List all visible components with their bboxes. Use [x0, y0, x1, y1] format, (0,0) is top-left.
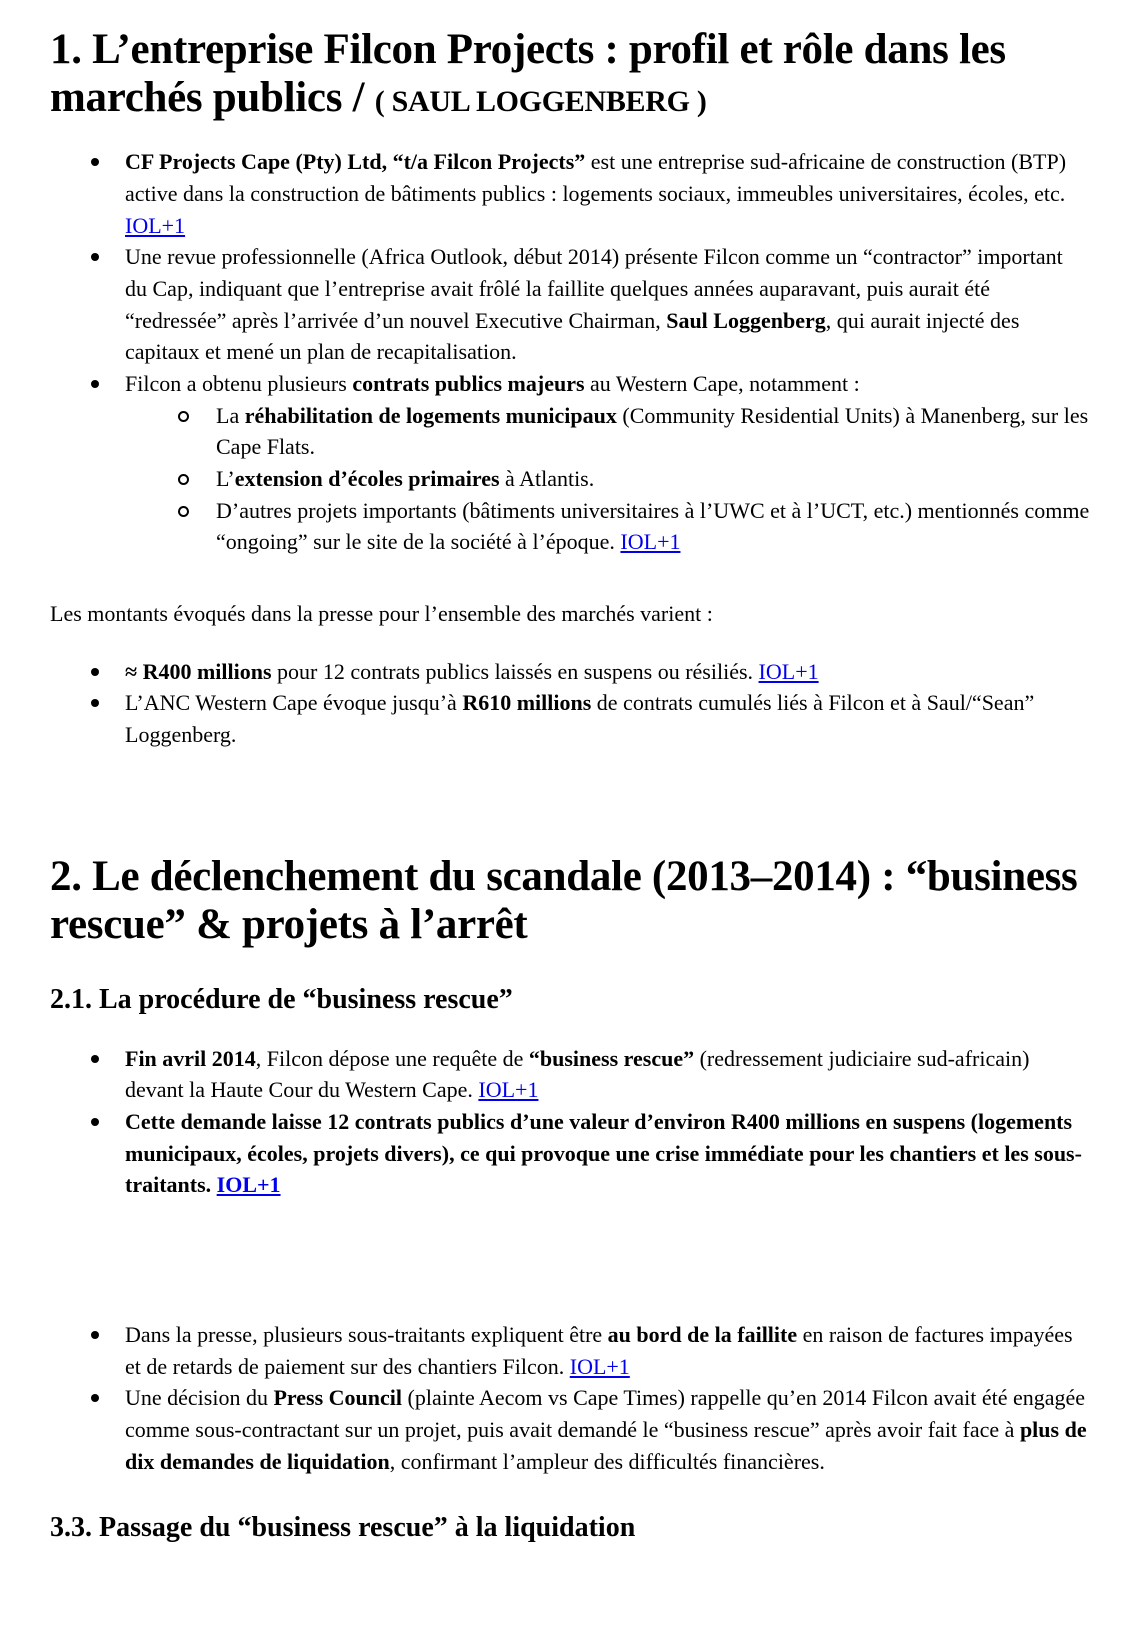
bold-text: Fin avril 2014 — [125, 1045, 256, 1071]
text-run: est une entreprise sud-africaine de construction (BTP) active dans la construction de bâtiments publics : logements sociaux, immeubles universitaires, écoles, etc. — [125, 149, 1067, 206]
amounts-list — [50, 656, 1090, 751]
text-run: à Atlantis. — [499, 466, 595, 492]
bold-text: contrats publics majeurs — [352, 371, 585, 397]
sub-list-item — [216, 400, 1090, 463]
bold-text: Cette demande laisse 12 contrats publics d’une valeur d’environ R400 millions en suspens (logements municipaux, écoles, projets divers), ce qui provoque une crise immédiate pour les chantiers et les sous-traitants. — [125, 1108, 1082, 1198]
vertical-gap — [50, 1201, 1090, 1319]
document — [50, 26, 1090, 1545]
list-item — [125, 241, 1090, 368]
bold-text: “business rescue” — [528, 1045, 695, 1071]
text-run: Filcon a obtenu plusieurs — [125, 371, 353, 397]
section-1-heading — [50, 26, 1090, 122]
bold-text: ≈ R400 millions — [125, 658, 272, 684]
citation-link[interactable]: IOL+1 — [478, 1077, 539, 1103]
text-run: ( SAUL LOGGENBERG ) — [374, 85, 707, 119]
text-run: au Western Cape, notamment : — [584, 371, 860, 397]
bold-text: CF Projects Cape (Pty) Ltd, “t/a Filcon Projects” — [125, 149, 586, 175]
text-run: D’autres projets importants (bâtiments universitaires à l’UWC et à l’UCT, etc.) mentionnés comme “ongoing” sur le site de la société à l’époque. — [216, 497, 1090, 555]
list-item — [125, 368, 1090, 558]
sub-list-item — [216, 495, 1090, 558]
text-run: Une décision du — [125, 1385, 274, 1411]
text-run: 2. Le déclenchement du scandale (2013–2014) : “business rescue” & projets à l’arrêt — [50, 852, 1078, 948]
text-run: 2.1. La procédure de “business rescue” — [50, 984, 513, 1016]
bold-text: extension d’écoles primaires — [234, 466, 500, 492]
citation-link[interactable]: IOL+1 — [216, 1172, 281, 1198]
bold-text: Press Council — [273, 1385, 403, 1411]
amounts-intro-paragraph — [50, 598, 1090, 630]
text-run: Les montants évoqués dans la presse pour l’ensemble des marchés varient : — [50, 601, 713, 627]
citation-link[interactable]: IOL+1 — [758, 658, 819, 684]
text-run: , confirmant l’ampleur des difficultés financières. — [389, 1448, 825, 1474]
bold-text: R610 millions — [462, 690, 592, 716]
list-item — [125, 1043, 1090, 1106]
text-run: 3.3. Passage du “business rescue” à la liquidation — [50, 1512, 636, 1544]
citation-link[interactable]: IOL+1 — [125, 212, 186, 238]
text-run: , qui aurait injecté des capitaux et mené un plan de recapitalisation. — [125, 307, 1020, 365]
text-run: L’ANC Western Cape évoque jusqu’à — [125, 690, 463, 716]
text-run: en raison de factures impayées et de retards de paiement sur des chantiers Filcon. — [125, 1322, 1073, 1379]
sub-list-item — [216, 463, 1090, 495]
list-item — [125, 656, 1090, 688]
bold-text: plus de dix demandes de liquidation — [125, 1417, 1087, 1474]
bold-text: au bord de la faillite — [607, 1322, 798, 1347]
section-2-1-heading — [50, 983, 1090, 1017]
text-run: 1. L’entreprise Filcon Projects : profil et rôle dans les marchés publics / — [50, 26, 1006, 122]
text-run: , Filcon dépose une requête de — [255, 1045, 529, 1071]
sub-list — [125, 400, 1090, 558]
list-item — [125, 1382, 1090, 1477]
business-rescue-list — [50, 1043, 1090, 1201]
section-2-heading — [50, 853, 1090, 949]
text-run: (Community Residential Units) à Manenberg, sur les Cape Flats. — [216, 402, 1089, 460]
section-3-3-heading — [50, 1511, 1090, 1545]
text-run: L’ — [216, 466, 235, 492]
text-run: (plainte Aecom vs Cape Times) rappelle qu’en 2014 Filcon avait été engagée comme sous-contractant sur un projet, puis avait demandé le “business rescue” après avoir fait face à — [125, 1385, 1086, 1443]
bold-text: Saul Loggenberg — [666, 307, 826, 333]
text-run: La — [216, 402, 245, 428]
text-run: (redressement judiciaire sud-africain) devant la Haute Cour du Western Cape. — [125, 1045, 1030, 1103]
citation-link[interactable]: IOL+1 — [569, 1353, 630, 1379]
list-item — [125, 687, 1090, 750]
citation-link[interactable]: IOL+1 — [620, 529, 681, 555]
section-1-list — [50, 146, 1090, 558]
bold-text: réhabilitation de logements municipaux — [244, 402, 617, 428]
text-run: Dans la presse, plusieurs sous-traitants expliquent être — [125, 1322, 608, 1347]
text-run: de contrats cumulés liés à Filcon et à Saul/“Sean” Loggenberg. — [125, 690, 1035, 748]
press-fallout-list — [50, 1319, 1090, 1477]
list-item — [125, 146, 1090, 241]
list-item — [125, 1319, 1090, 1382]
text-run: Une revue professionnelle (Africa Outlook, début 2014) présente Filcon comme un “contractor” important du Cap, indiquant que l’entreprise avait frôlé la faillite quelques années auparavant, puis aurait été “redressée” après l’arrivée d’un nouvel Executive Chairman, — [125, 244, 1063, 333]
text-run: pour 12 contrats publics laissés en suspens ou résiliés. — [271, 658, 759, 684]
list-item — [125, 1106, 1090, 1201]
